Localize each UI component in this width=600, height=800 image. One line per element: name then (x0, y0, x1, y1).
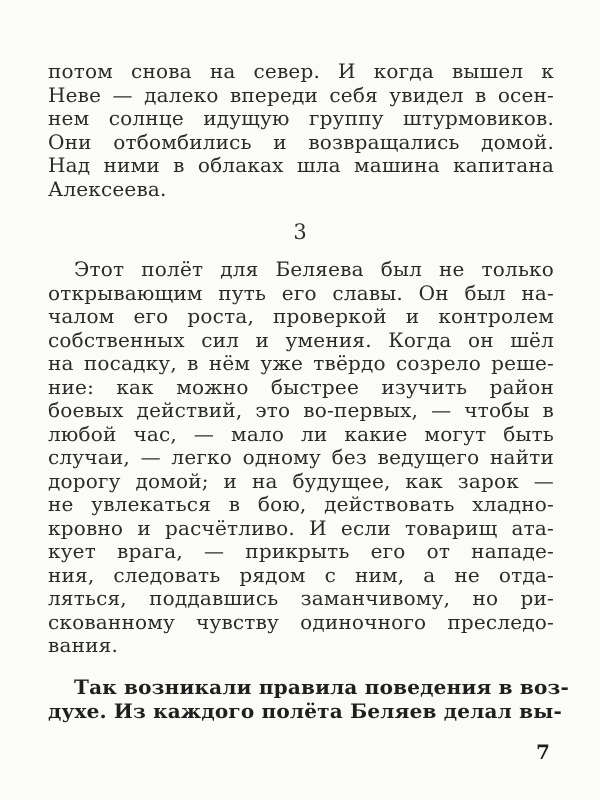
paragraph-main (48, 258, 554, 658)
text-line: ния, следовать рядом с ним, а не отда- (48, 562, 554, 587)
text-line: скованному чувству одиночного преследо- (48, 609, 554, 634)
text-line: кровно и расчётливо. И если товарищ ата- (48, 515, 554, 540)
text-line: чалом его роста, проверкой и контролем (48, 304, 554, 328)
text-line: Неве — далеко впереди себя увидел в осен- (48, 82, 554, 107)
text-line: Они отбомбились и возвращались домой. (48, 129, 554, 154)
text-line: на посадку, в нём уже твёрдо созрело реше- (48, 351, 554, 375)
text-line: Алексеева. (48, 176, 167, 201)
text-line: Над ними в облаках шла машина капитана (48, 153, 554, 177)
text-line: ляться, поддавшись заманчивому, но ри- (48, 586, 554, 610)
text-line: вания. (48, 633, 119, 657)
text-line: боевых действий, это во-первых, — чтобы в (48, 398, 554, 422)
text-line: потом снова на север. И когда вышел к (48, 59, 554, 83)
page-number: 7 (536, 740, 550, 764)
text-line: собственных сил и умения. Когда он шёл (48, 327, 554, 352)
text-line: любой час, — мало ли какие могут быть (48, 421, 554, 446)
text-line: дорогу домой; и на будущее, как зарок — (48, 468, 554, 493)
section-number: 3 (293, 220, 307, 244)
text-line: не увлекаться в бою, действовать хладно- (48, 492, 554, 516)
paragraph-continued (48, 60, 554, 201)
text-line: Так возникали правила поведения в воз- (74, 675, 569, 699)
text-line: Этот полёт для Беляева был не только (74, 257, 554, 281)
text-line: кует врага, — прикрыть его от нападе- (48, 539, 554, 563)
text-line: ние: как можно быстрее изучить район (48, 374, 554, 399)
text-line: нем солнце идущую группу штурмовиков. (48, 106, 554, 130)
text-line: духе. Из каждого полёта Беляев делал вы- (48, 698, 562, 723)
text-line: случаи, — легко одному без ведущего найти (48, 445, 554, 469)
text-line: открывающим путь его славы. Он был на- (48, 280, 554, 305)
paragraph-next (48, 675, 569, 723)
